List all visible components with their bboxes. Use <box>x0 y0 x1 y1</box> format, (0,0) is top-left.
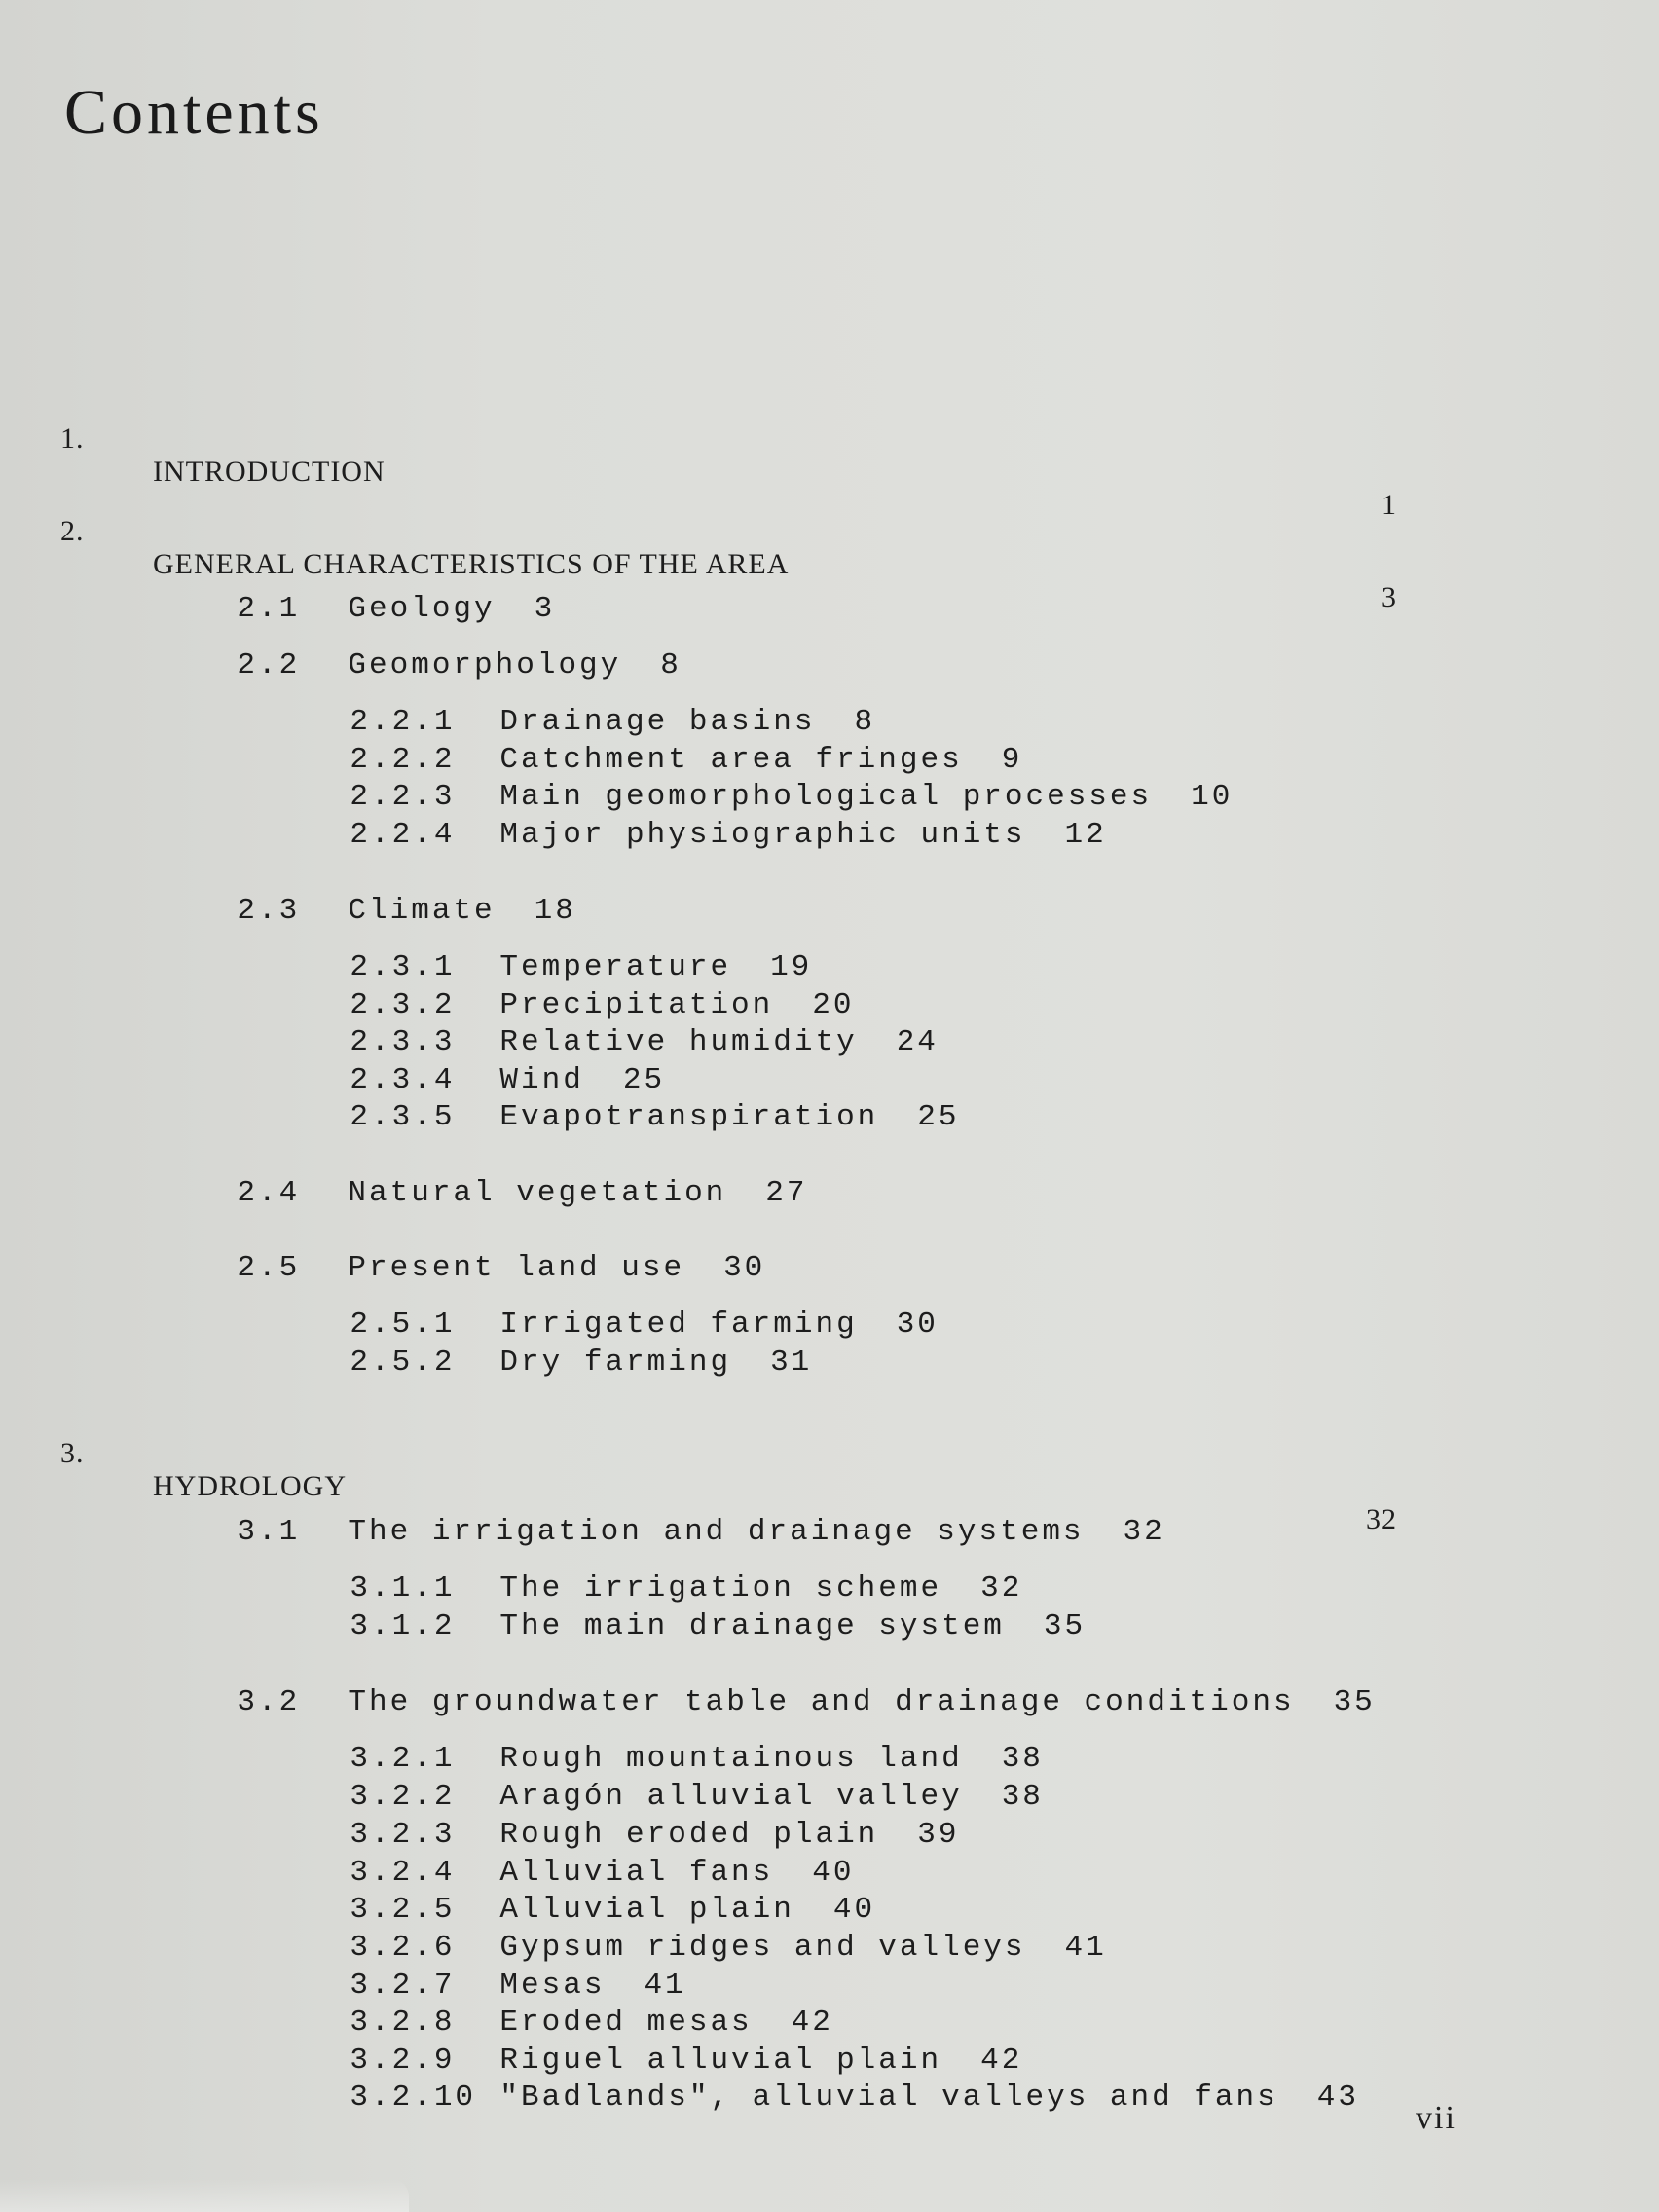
subsection-number: 3.2.1 <box>350 1742 456 1776</box>
chapter-number: 1. <box>60 423 85 455</box>
chapter-page: 1 <box>1382 489 1397 521</box>
subsection-page: 9 <box>1001 743 1023 777</box>
subsection-title: Rough mountainous land <box>499 1742 963 1776</box>
subsection-number: 3.2.2 <box>350 1780 456 1814</box>
section-page: 30 <box>723 1251 766 1285</box>
section-number: 3.2 <box>237 1685 301 1719</box>
subsection-number: 3.1.1 <box>350 1571 456 1605</box>
page-title: Contents <box>64 77 324 148</box>
watermark-strip <box>0 2179 409 2212</box>
subsection-page: 25 <box>622 1063 666 1097</box>
chapter-title: GENERAL CHARACTERISTICS OF THE AREA <box>153 548 790 580</box>
section-title: Natural vegetation <box>348 1176 727 1210</box>
section-title: Geology <box>348 592 496 626</box>
subsection-title: Temperature <box>499 950 732 984</box>
subsection-title: Major physiographic units <box>499 818 1026 852</box>
section-title: The irrigation and drainage systems <box>348 1515 1085 1549</box>
subsection-title: Catchment area fringes <box>499 743 963 777</box>
section-page: 3 <box>534 592 556 626</box>
chapter-title: INTRODUCTION <box>153 456 386 488</box>
subsection-page: 40 <box>812 1856 855 1890</box>
section-number: 2.3 <box>237 894 301 928</box>
subsection-number: 3.2.6 <box>350 1931 456 1965</box>
section-number: 2.2 <box>237 648 301 682</box>
subsection-number: 2.2.3 <box>350 780 456 814</box>
section-page: 35 <box>1333 1685 1376 1719</box>
subsection-page: 32 <box>980 1571 1023 1605</box>
subsection-title: Gypsum ridges and valleys <box>499 1931 1026 1965</box>
subsection-number: 3.1.2 <box>350 1609 456 1643</box>
subsection-title: Irrigated farming <box>499 1308 858 1342</box>
subsection-page: 10 <box>1191 780 1234 814</box>
subsection-page: 8 <box>854 705 876 739</box>
subsection-title: Aragón alluvial valley <box>499 1780 963 1814</box>
subsection-number: 2.3.1 <box>350 950 456 984</box>
section-title: Present land use <box>348 1251 685 1285</box>
subsection-number: 2.3.3 <box>350 1025 456 1059</box>
subsection-title: Mesas <box>499 1969 606 2003</box>
subsection-title: Precipitation <box>499 988 774 1022</box>
subsection-page: 25 <box>917 1100 960 1134</box>
subsection-page: 30 <box>896 1308 939 1342</box>
section-page: 27 <box>765 1176 808 1210</box>
subsection-page: 12 <box>1064 818 1107 852</box>
subsection-number: 2.3.5 <box>350 1100 456 1134</box>
subsection-page: 41 <box>1064 1931 1107 1965</box>
subsection-number: 2.2.4 <box>350 818 456 852</box>
section-page: 18 <box>534 894 576 928</box>
chapter-page: 3 <box>1382 581 1397 613</box>
subsection-number: 3.2.7 <box>350 1969 456 2003</box>
subsection-page: 42 <box>980 2044 1023 2078</box>
subsection-number: 3.2.8 <box>350 2006 456 2040</box>
subsection-page: 38 <box>1001 1742 1044 1776</box>
subsection-title: Relative humidity <box>499 1025 858 1059</box>
subsection-title: Rough eroded plain <box>499 1818 879 1852</box>
section-number: 2.4 <box>237 1176 301 1210</box>
subsection-title: The irrigation scheme <box>499 1571 942 1605</box>
section-title: Climate <box>348 894 496 928</box>
subsection-number: 2.2.1 <box>350 705 456 739</box>
subsection-number: 2.3.2 <box>350 988 456 1022</box>
section-page: 32 <box>1123 1515 1165 1549</box>
subsection-title: The main drainage system <box>499 1609 1005 1643</box>
subsection-page: 42 <box>791 2006 833 2040</box>
subsection-title: Main geomorphological processes <box>499 780 1153 814</box>
subsection-title: Eroded mesas <box>499 2006 753 2040</box>
subsection-number: 3.2.3 <box>350 1818 456 1852</box>
subsection-number: 2.3.4 <box>350 1063 456 1097</box>
chapter-page: 32 <box>1366 1503 1397 1535</box>
subsection-title: Riguel alluvial plain <box>499 2044 942 2078</box>
section-title: The groundwater table and drainage conditions <box>348 1685 1295 1719</box>
subsection-page: 39 <box>917 1818 960 1852</box>
subsection-page: 31 <box>770 1346 813 1380</box>
subsection-page: 40 <box>832 1893 876 1927</box>
subsection-page: 43 <box>1316 2081 1359 2115</box>
subsection-title: Evapotranspiration <box>499 1100 879 1134</box>
subsection-title: Drainage basins <box>499 705 816 739</box>
toc-subsection[interactable] <box>266 2046 1359 2149</box>
toc-subsection[interactable] <box>266 1311 812 1414</box>
subsection-page: 41 <box>644 1969 686 2003</box>
subsection-title: Dry farming <box>499 1346 732 1380</box>
subsection-number: 2.5.2 <box>350 1346 456 1380</box>
subsection-page: 24 <box>896 1025 939 1059</box>
subsection-page: 20 <box>812 988 855 1022</box>
section-number: 2.1 <box>237 592 301 626</box>
subsection-number: 2.5.1 <box>350 1308 456 1342</box>
subsection-page: 19 <box>770 950 813 984</box>
subsection-page: 38 <box>1001 1780 1044 1814</box>
chapter-number: 3. <box>60 1437 85 1469</box>
subsection-page: 35 <box>1043 1609 1087 1643</box>
subsection-title: Alluvial plain <box>499 1893 794 1927</box>
subsection-title: Wind <box>499 1063 584 1097</box>
subsection-number: 3.2.4 <box>350 1856 456 1890</box>
chapter-number: 2. <box>60 515 85 547</box>
section-number: 3.1 <box>237 1515 301 1549</box>
subsection-number: 3.2.5 <box>350 1893 456 1927</box>
section-number: 2.5 <box>237 1251 301 1285</box>
section-page: 8 <box>660 648 682 682</box>
chapter-title: HYDROLOGY <box>153 1470 347 1502</box>
section-title: Geomorphology <box>348 648 622 682</box>
subsection-number: 3.2.9 <box>350 2044 456 2078</box>
page-number: vii <box>1416 2100 1456 2136</box>
subsection-number: 2.2.2 <box>350 743 456 777</box>
subsection-number: 3.2.10 <box>350 2081 477 2115</box>
subsection-title: "Badlands", alluvial valleys and fans <box>499 2081 1278 2115</box>
subsection-title: Alluvial fans <box>499 1856 774 1890</box>
